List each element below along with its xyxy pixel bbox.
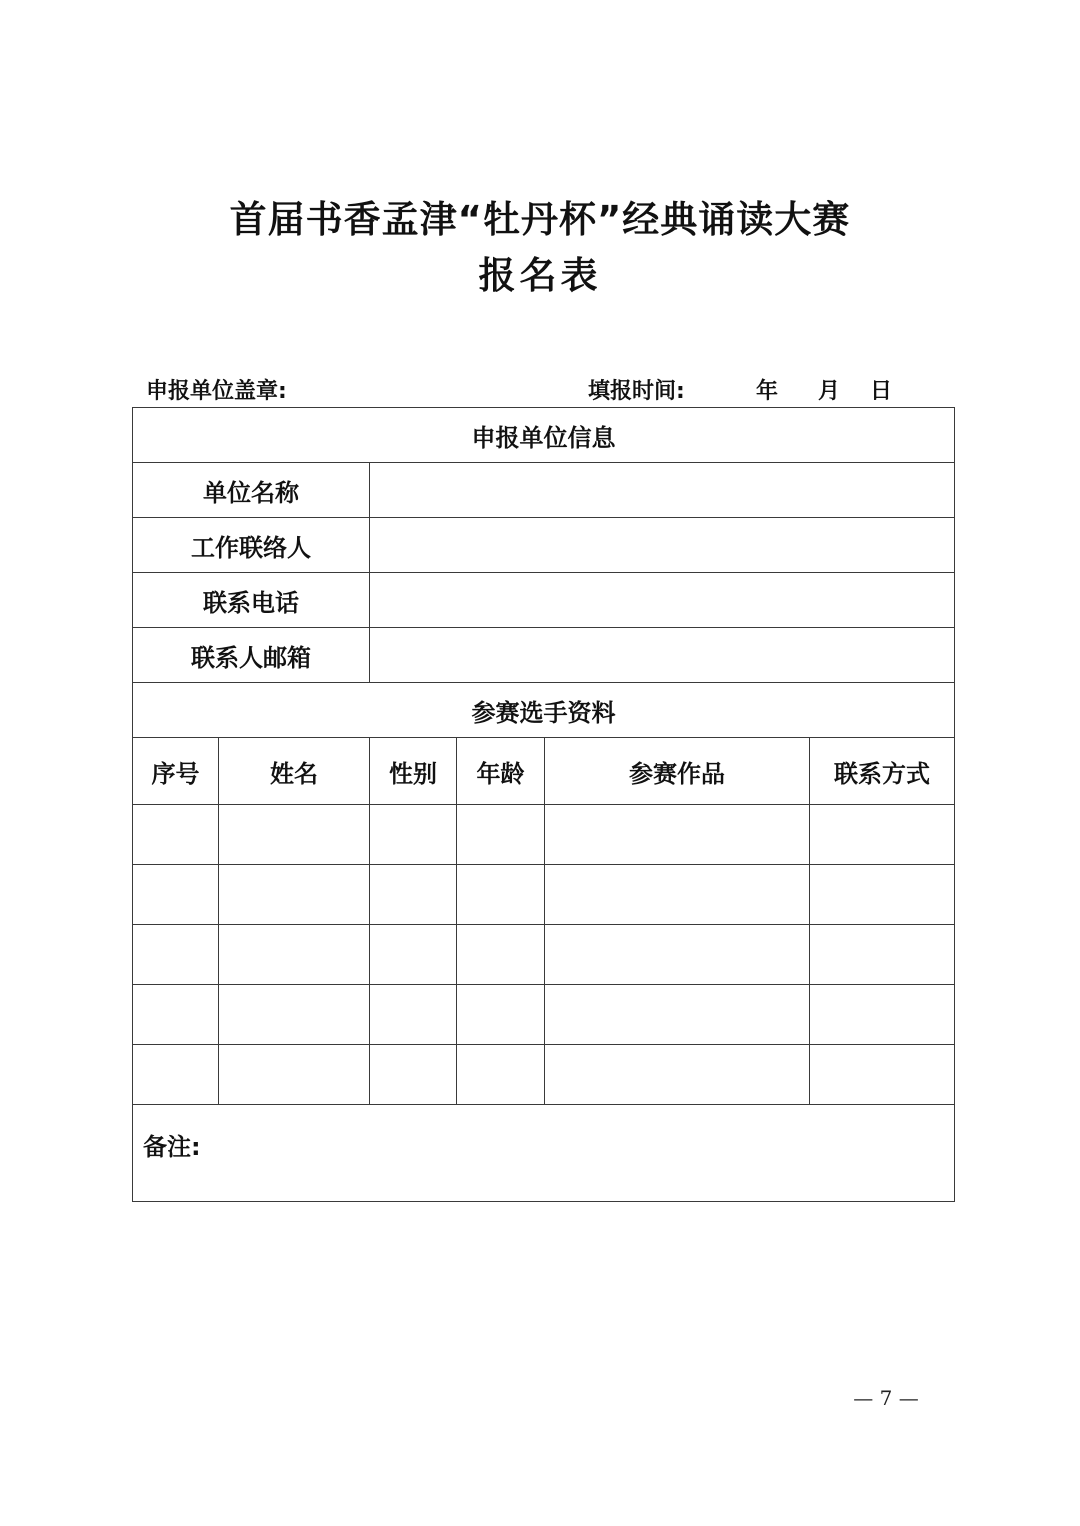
column-header-row: [133, 738, 955, 805]
index-cell[interactable]: [133, 865, 219, 925]
registration-form-table: [132, 407, 955, 1202]
table-row: [133, 865, 955, 925]
contact-cell[interactable]: [810, 925, 955, 985]
column-header-index: 序号: [133, 738, 219, 805]
contact-person-label: 工作联络人: [133, 518, 370, 573]
age-cell[interactable]: [457, 985, 545, 1045]
name-cell[interactable]: [219, 865, 370, 925]
name-cell[interactable]: [219, 805, 370, 865]
page-number: — 7 —: [853, 1386, 919, 1410]
column-header-name: 姓名: [219, 738, 370, 805]
unit-name-label: 单位名称: [133, 463, 370, 518]
age-cell[interactable]: [457, 925, 545, 985]
name-cell[interactable]: [219, 985, 370, 1045]
age-cell[interactable]: [457, 1045, 545, 1105]
email-label: 联系人邮箱: [133, 628, 370, 683]
table-row: [133, 985, 955, 1045]
title-block: [0, 192, 1080, 304]
age-cell[interactable]: [457, 805, 545, 865]
gender-cell[interactable]: [370, 1045, 457, 1105]
phone-field[interactable]: [370, 573, 955, 628]
day-label: 日: [870, 379, 893, 404]
applicant-seal-label: 申报单位盖章:: [146, 379, 287, 404]
gender-cell[interactable]: [370, 985, 457, 1045]
contact-cell[interactable]: [810, 805, 955, 865]
page-title: 首届书香孟津“牡丹杯”经典诵读大赛: [229, 198, 851, 241]
fill-time-label: 填报时间:: [588, 379, 685, 404]
age-cell[interactable]: [457, 865, 545, 925]
table-row: [133, 1045, 955, 1105]
year-label: 年: [756, 379, 779, 404]
index-cell[interactable]: [133, 925, 219, 985]
index-cell[interactable]: [133, 1045, 219, 1105]
column-header-contact: 联系方式: [810, 738, 955, 805]
contact-cell[interactable]: [810, 1045, 955, 1105]
table-row: [133, 925, 955, 985]
index-cell[interactable]: [133, 805, 219, 865]
work-cell[interactable]: [545, 805, 810, 865]
table-row: [133, 805, 955, 865]
column-header-work: 参赛作品: [545, 738, 810, 805]
name-cell[interactable]: [219, 925, 370, 985]
name-cell[interactable]: [219, 1045, 370, 1105]
unit-name-field[interactable]: [370, 463, 955, 518]
column-header-age: 年龄: [457, 738, 545, 805]
meta-row: [146, 370, 906, 406]
column-header-gender: 性别: [370, 738, 457, 805]
remark-label: 备注:: [143, 1133, 201, 1161]
page-subtitle: 报名表: [478, 254, 602, 297]
contact-cell[interactable]: [810, 865, 955, 925]
work-cell[interactable]: [545, 925, 810, 985]
contact-cell[interactable]: [810, 985, 955, 1045]
work-cell[interactable]: [545, 985, 810, 1045]
contestant-section-title: 参赛选手资料: [133, 683, 955, 738]
contact-person-field[interactable]: [370, 518, 955, 573]
remark-field[interactable]: [133, 1105, 955, 1202]
work-cell[interactable]: [545, 1045, 810, 1105]
month-label: 月: [818, 379, 841, 404]
phone-label: 联系电话: [133, 573, 370, 628]
email-field[interactable]: [370, 628, 955, 683]
work-cell[interactable]: [545, 865, 810, 925]
gender-cell[interactable]: [370, 925, 457, 985]
gender-cell[interactable]: [370, 865, 457, 925]
index-cell[interactable]: [133, 985, 219, 1045]
unit-section-title: 申报单位信息: [133, 408, 955, 463]
gender-cell[interactable]: [370, 805, 457, 865]
